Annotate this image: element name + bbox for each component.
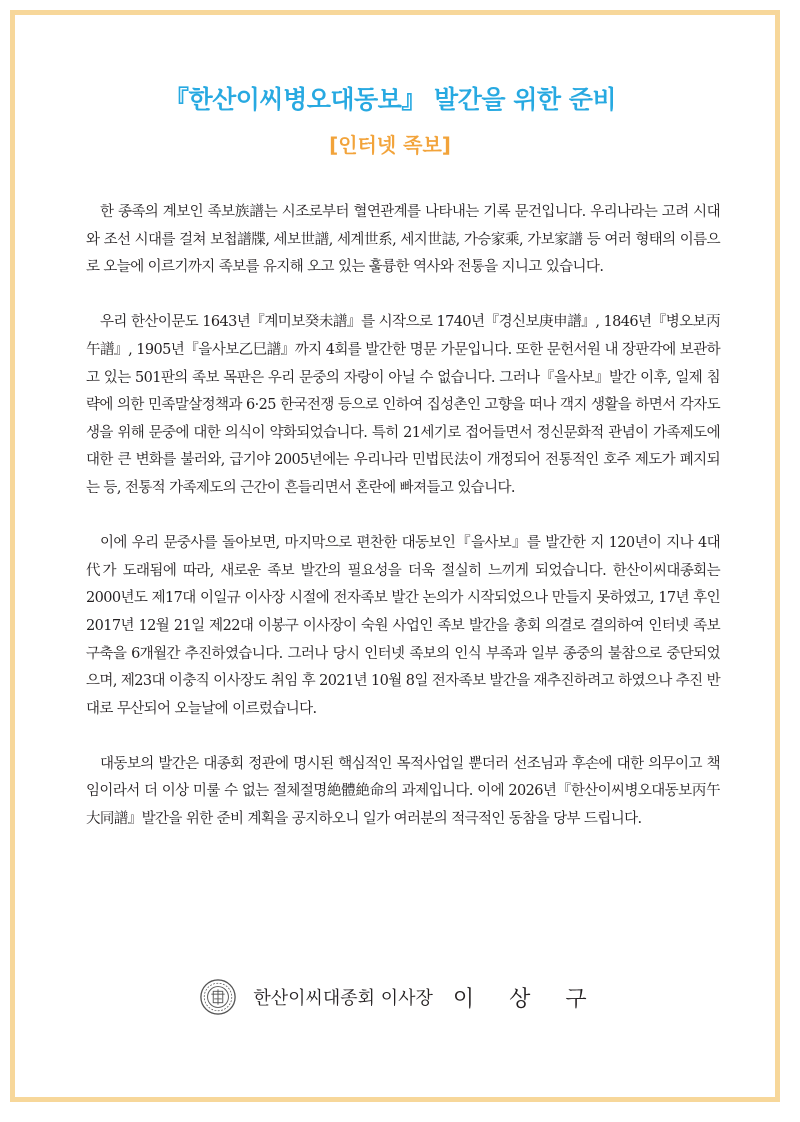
document-body xyxy=(86,199,720,861)
signature-organization: 한산이씨대종회 이사장 xyxy=(253,988,433,1009)
paragraph-2: 우리 한산이문도 1643년『계미보癸未譜』를 시작으로 1740년『경신보庚申譜』, 1846년『병오보丙午譜』, 1905년『을사보乙巳譜』까지 4회를 발간한 명문 가문입니다. 또한 문헌서원 내 장판각에 보관하고 있는 501판의 족보 목판은 우리 문중의 자랑이 아닐 수 없습니다. 그러나『을사보』발간 이후, 일제 침략에 의한 민족말살정책과 6·25 한국전쟁 등으로 인하여 집성촌인 고향을 떠나 객지 생활을 하면서 각자도생을 위해 문중에 대한 의식이 약화되었습니다. 특히 21세기로 접어들면서 정신문화적 관념이 가족제도에 대한 큰 변화를 불러와, 급기야 2005년에는 우리나라 민법民法이 개정되어 전통적인 호주 제도가 폐지되는 등, 전통적 가족제도의 근간이 흔들리면서 혼란에 빠져들고 있습니다. xyxy=(86,314,720,496)
paragraph-4: 대동보의 발간은 대종회 정관에 명시된 핵심적인 목적사업일 뿐더러 선조님과 후손에 대한 의무이고 책임이라서 더 이상 미룰 수 없는 절체절명絶體絶命의 과제입니다. 이에 2026년『한산이씨병오대동보丙午大同譜』발간을 위한 준비 계획을 공지하오니 일가 여러분의 적극적인 동참을 당부 드립니다. xyxy=(86,755,720,828)
paragraph-1: 한 종족의 계보인 족보族譜는 시조로부터 혈연관계를 나타내는 기록 문건입니다. 우리나라는 고려 시대와 조선 시대를 걸쳐 보첩譜牒, 세보世譜, 세계世系, 세지世誌, 가승家乘, 가보家譜 등 여러 형태의 이름으로 오늘에 이르기까지 족보를 유지해 오고 있는 훌륭한 역사와 전통을 지니고 있습니다. xyxy=(86,204,720,276)
document-title: 『한산이씨병오대동보』 발간을 위한 준비 xyxy=(163,85,616,114)
clan-seal-icon xyxy=(199,978,237,1016)
signature-name: 이 상 구 xyxy=(452,986,601,1012)
paragraph-3: 이에 우리 문중사를 돌아보면, 마지막으로 편찬한 대동보인『을사보』를 발간한 지 120년이 지나 4대代가 도래됨에 따라, 새로운 족보 발간의 필요성을 더욱 절실히 느끼게 되었습니다. 한산이씨대종회는 2000년도 제17대 이일규 이사장 시절에 전자족보 발간 논의가 시작되었으나 만들지 못하였고, 17년 후인 2017년 12월 21일 제22대 이봉구 이사장이 숙원 사업인 족보 발간을 총회 의결로 결의하여 인터넷 족보 구축을 6개월간 추진하였습니다. 그러나 당시 인터넷 족보의 인식 부족과 일부 종중의 불참으로 중단되었으며, 제23대 이충직 이사장도 취임 후 2021년 10월 8일 전자족보 발간을 재추진하려고 하였으나 추진 반대로 무산되어 오늘날에 이르렀습니다. xyxy=(86,535,720,717)
document-subtitle: [인터넷 족보] xyxy=(329,133,451,157)
signature-block xyxy=(0,978,800,1016)
